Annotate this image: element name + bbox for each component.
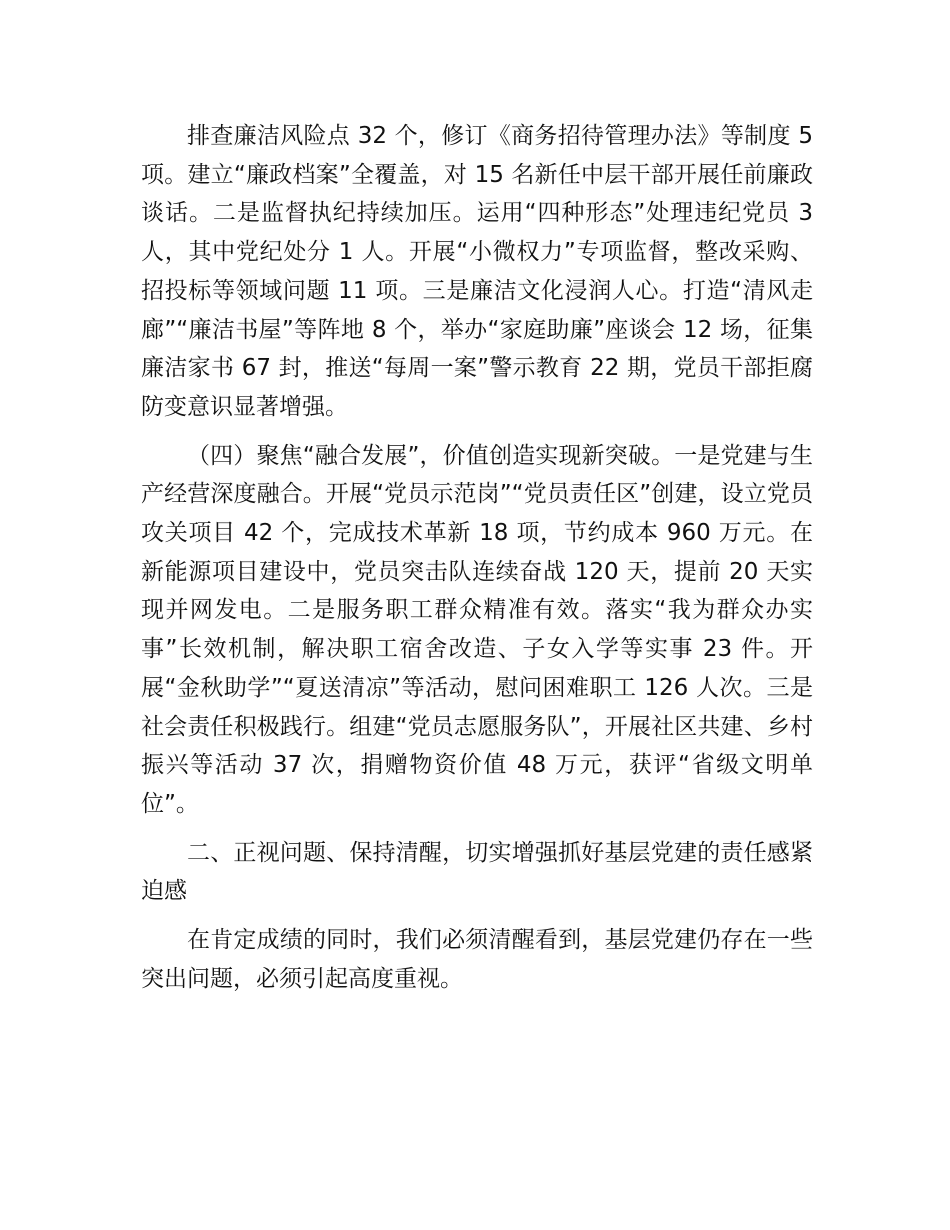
paragraph-integrity-work: 排查廉洁风险点 32 个，修订《商务招待管理办法》等制度 5 项。建立“廉政档案”全覆盖，对 15 名新任中层干部开展任前廉政谈话。二是监督执纪持续加压。运用“四种形态”处理违纪党员 3 人，其中党纪处分 1 人。开展“小微权力”专项监督，整改采购、招投标等领域问题 11 项。三是廉洁文化浸润人心。打造“清风走廊”“廉洁书屋”等阵地 8 个，举办“家庭助廉”座谈会 12 场，征集廉洁家书 67 封，推送“每周一案”警示教育 22 期，党员干部拒腐防变意识显著增强。 [141, 123, 813, 420]
section-heading-problems: 二、正视问题、保持清醒，切实增强抓好基层党建的责任感紧迫感 [141, 839, 813, 905]
document-body [141, 117, 813, 998]
paragraph-problems-intro: 在肯定成绩的同时，我们必须清醒看到，基层党建仍存在一些突出问题，必须引起高度重视。 [141, 927, 813, 992]
paragraph-integration-development: （四）聚焦“融合发展”，价值创造实现新突破。一是党建与生产经营深度融合。开展“党员示范岗”“党员责任区”创建，设立党员攻关项目 42 个，完成技术革新 18 项，节约成本 960 万元。在新能源项目建设中，党员突击队连续奋战 120 天，提前 20 天实现并网发电。二是服务职工群众精准有效。落实“我为群众办实事”长效机制，解决职工宿舍改造、子女入学等实事 23 件。开展“金秋助学”“夏送清凉”等活动，慰问困难职工 126 人次。三是社会责任积极践行。组建“党员志愿服务队”，开展社区共建、乡村振兴等活动 37 次，捐赠物资价值 48 万元，获评“省级文明单位”。 [141, 442, 813, 817]
